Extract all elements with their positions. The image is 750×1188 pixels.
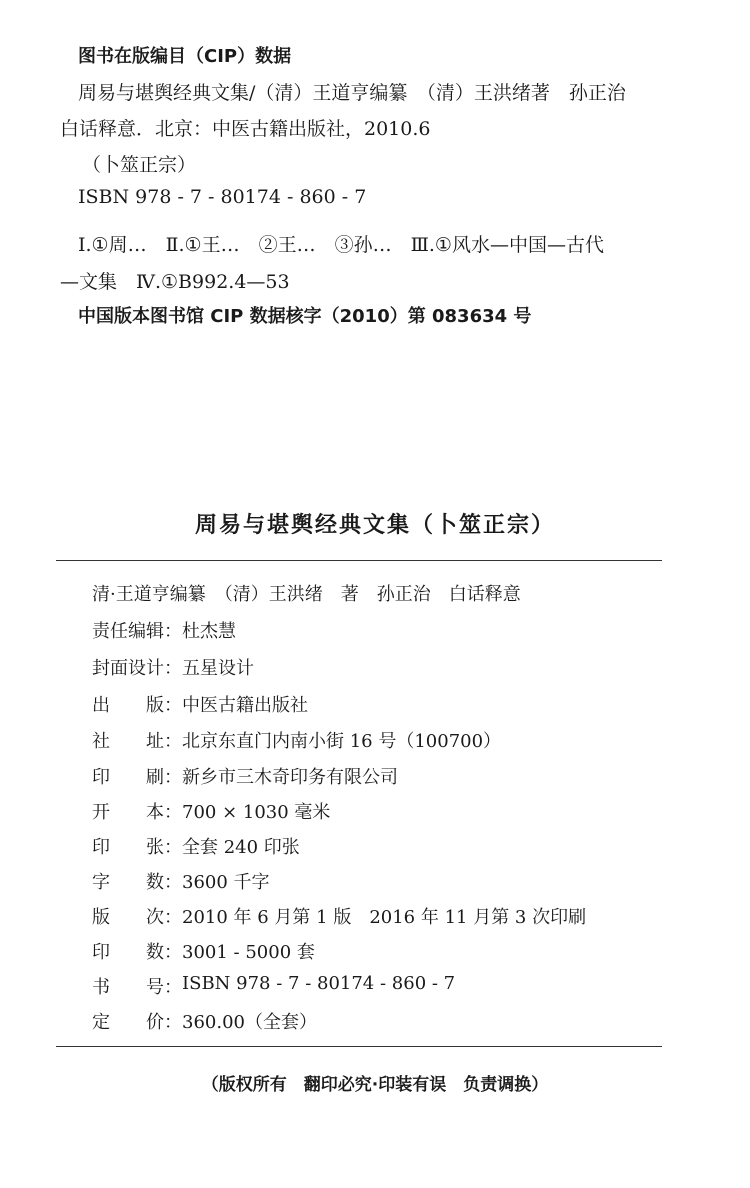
cip-line-4: ISBN 978 - 7 - 80174 - 860 - 7 — [78, 186, 367, 208]
editor-value: 杜杰慧 — [182, 621, 236, 642]
top-divider — [56, 560, 662, 561]
isbn-label: 书 号 — [92, 977, 164, 998]
cip-title: 图书在版编目（CIP）数据 — [78, 46, 292, 67]
printer-label: 印 刷 — [92, 767, 164, 788]
book-title: 周易与堪舆经典文集（卜筮正宗） — [194, 513, 555, 538]
credits-row-isbn: 书 号 ： ISBN 978 - 7 - 80174 - 860 - 7 — [92, 973, 456, 998]
cip-line-7: 中国版本图书馆 CIP 数据核字（2010）第 083634 号 — [78, 306, 532, 327]
address-label: 社 址 — [92, 731, 164, 752]
credits-row-edition: 版 次 ： 2010 年 6 月第 1 版 2016 年 11 月第 3 次印刷 — [92, 903, 586, 929]
words-label: 字 数 — [92, 872, 164, 893]
credits-row-printer: 印 刷 ： 新乡市三木奇印务有限公司 — [92, 763, 398, 789]
cip-line-5: Ⅰ.①周… Ⅱ.①王… ②王… ③孙… Ⅲ.①风水—中国—古代 — [78, 234, 604, 256]
credits-row-print-run: 印 数 ： 3001 - 5000 套 — [92, 938, 315, 964]
edition-label: 版 次 — [92, 907, 164, 928]
words-value: 3600 千字 — [182, 872, 270, 893]
price-label: 定 价 — [92, 1012, 164, 1033]
credits-row-publisher: 出 版 ： 中医古籍出版社 — [92, 691, 308, 717]
credits-row-address: 社 址 ： 北京东直门内南小街 16 号（100700） — [92, 727, 501, 753]
cover-value: 五星设计 — [182, 658, 254, 679]
sheets-value: 全套 240 印张 — [182, 837, 300, 858]
print-run-value: 3001 - 5000 套 — [182, 942, 315, 963]
price-value: 360.00（全套） — [182, 1012, 317, 1033]
bottom-divider — [56, 1046, 662, 1047]
cip-line-1: 周易与堪舆经典文集/（清）王道亨编纂 （清）王洪绪著 孙正治 — [78, 82, 626, 104]
credits-row-format: 开 本 ： 700 × 1030 毫米 — [92, 798, 330, 824]
isbn-value: ISBN 978 - 7 - 80174 - 860 - 7 — [182, 973, 456, 994]
editor-label: 责任编辑 — [92, 621, 164, 642]
print-run-label: 印 数 — [92, 942, 164, 963]
edition-value: 2010 年 6 月第 1 版 2016 年 11 月第 3 次印刷 — [182, 907, 587, 928]
credits-row-editor: 责任编辑 ： 杜杰慧 — [92, 617, 236, 643]
credits-authors: 清·王道亨编纂 （清）王洪绪 著 孙正治 白话释意 — [92, 584, 521, 605]
cip-line-2: 白话释意．北京：中医古籍出版社，2010.6 — [60, 118, 431, 140]
cover-label: 封面设计 — [92, 658, 164, 679]
format-label: 开 本 — [92, 802, 164, 823]
printer-value: 新乡市三木奇印务有限公司 — [182, 767, 398, 788]
format-value: 700 × 1030 毫米 — [182, 802, 331, 823]
credits-row-cover: 封面设计 ： 五星设计 — [92, 654, 254, 680]
cip-line-6: —文集 Ⅳ.①B992.4—53 — [60, 271, 290, 293]
credits-row-words: 字 数 ： 3600 千字 — [92, 868, 270, 894]
credits-row-sheets: 印 张 ： 全套 240 印张 — [92, 833, 300, 859]
credits-row-price: 定 价 ： 360.00（全套） — [92, 1008, 317, 1034]
publisher-value: 中医古籍出版社 — [182, 695, 308, 716]
publisher-label: 出 版 — [92, 695, 164, 716]
cip-line-3: （卜筮正宗） — [82, 154, 197, 176]
sheets-label: 印 张 — [92, 837, 164, 858]
address-value: 北京东直门内南小街 16 号（100700） — [182, 731, 502, 752]
copyright-notice: （版权所有 翻印必究·印装有误 负责调换） — [201, 1075, 549, 1095]
